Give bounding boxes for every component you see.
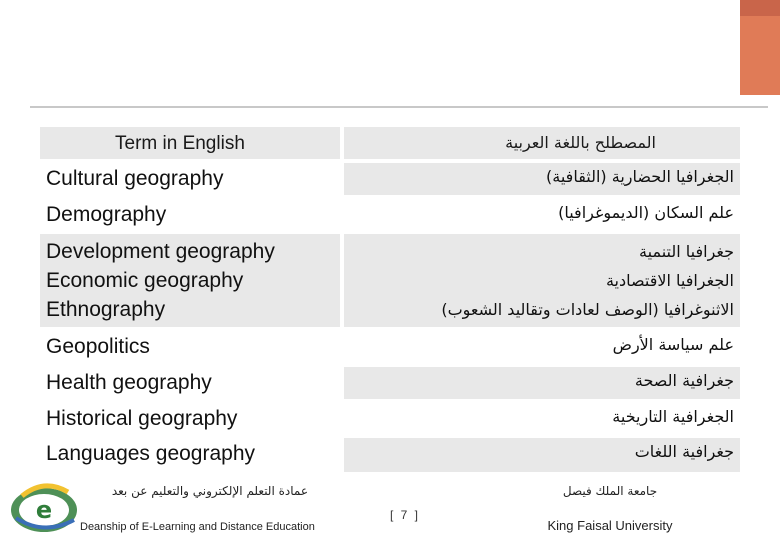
- term-arabic: الجغرافيا الاقتصادية: [605, 271, 734, 290]
- header-english: Term in English: [115, 133, 245, 154]
- cell-arabic: [344, 331, 740, 363]
- cell-english: [40, 367, 340, 399]
- header-cell-english: [40, 127, 340, 159]
- term-english: Demography: [46, 203, 167, 226]
- term-english: Geopolitics: [46, 335, 150, 358]
- table-row: [40, 331, 740, 363]
- term-arabic: جغرافيا التنمية: [639, 242, 734, 261]
- table-row: [40, 403, 740, 435]
- cell-arabic: [344, 438, 740, 472]
- term-english: Languages geography: [46, 442, 256, 465]
- deanship-english: Deanship of E-Learning and Distance Education: [80, 521, 315, 533]
- university-arabic: جامعة الملك فيصل: [562, 484, 658, 498]
- term-arabic: علم سياسة الأرض: [612, 335, 734, 354]
- cell-arabic: [344, 234, 740, 327]
- term-english: Development geography: [46, 240, 275, 263]
- cell-arabic: [344, 163, 740, 195]
- title-divider: [30, 106, 768, 108]
- cell-english: [40, 403, 340, 435]
- term-arabic: الجغرافيا الحضارية (الثقافية): [546, 167, 734, 186]
- page-number: [ 7 ]: [390, 508, 421, 522]
- university-english: King Faisal University: [547, 518, 673, 533]
- cell-arabic: [344, 367, 740, 399]
- table-header-row: [40, 127, 740, 159]
- header-cell-arabic: [344, 127, 740, 159]
- cell-english: [40, 163, 340, 195]
- term-arabic: جغرافية اللغات: [634, 442, 734, 461]
- term-english: Economic geography: [46, 269, 244, 292]
- term-arabic: الجغرافية التاريخية: [612, 407, 734, 426]
- cell-arabic: [344, 403, 740, 435]
- table-row: [40, 199, 740, 231]
- header-arabic: المصطلح باللغة العربية: [505, 133, 656, 152]
- cell-english: [40, 199, 340, 231]
- svg-text:e: e: [35, 496, 53, 524]
- table-row: [40, 438, 740, 472]
- accent-bar-top: [740, 0, 780, 16]
- deanship-arabic: عمادة التعلم الإلكتروني والتعليم عن بعد: [111, 484, 308, 498]
- elearning-logo-icon: [8, 476, 80, 536]
- cell-arabic: [344, 199, 740, 231]
- cell-english: [40, 234, 340, 327]
- term-english: Health geography: [46, 371, 212, 394]
- term-english: Cultural geography: [46, 167, 224, 190]
- table-row: [40, 234, 740, 327]
- term-english: Ethnography: [46, 298, 166, 321]
- term-arabic: جغرافية الصحة: [634, 371, 734, 390]
- cell-english: [40, 331, 340, 363]
- term-arabic: الاثنوغرافيا (الوصف لعادات وتقاليد الشعوب): [441, 300, 734, 319]
- table-row: [40, 367, 740, 399]
- term-english: Historical geography: [46, 407, 238, 430]
- term-arabic: علم السكان (الديموغرافيا): [558, 203, 734, 222]
- cell-english: [40, 438, 340, 472]
- table-row: [40, 163, 740, 195]
